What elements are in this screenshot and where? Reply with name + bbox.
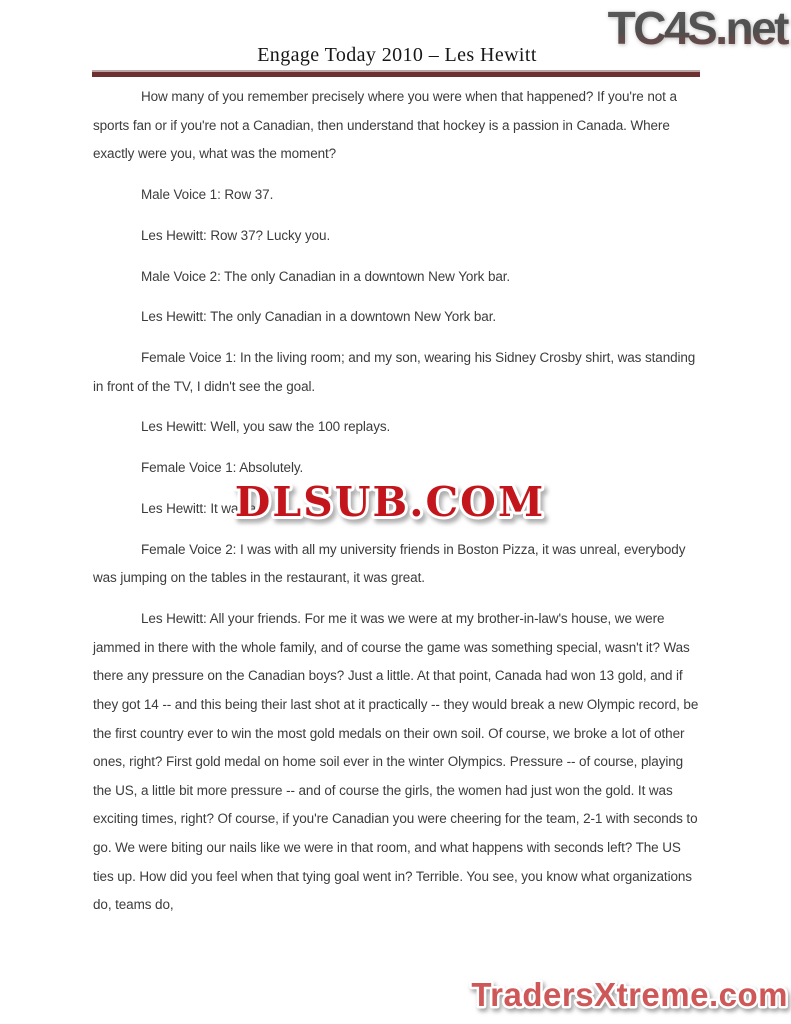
transcript-paragraph: How many of you remember precisely where you were when that happened? If you're not a sports fan or if you're not a Canadian, then understand that hockey is a passion in Canada. Where exactly were you, what was the moment? bbox=[93, 89, 677, 162]
title-divider bbox=[92, 70, 700, 77]
title-divider-dark-line bbox=[92, 72, 700, 77]
tradersxtreme-watermark-text: TradersXtreme.com bbox=[471, 976, 788, 1013]
transcript-paragraph: Les Hewitt: Row 37? Lucky you. bbox=[141, 227, 331, 243]
tc4s-logo-text: TC4S.net bbox=[607, 2, 787, 54]
transcript-paragraph: Male Voice 2: The only Canadian in a downtown New York bar. bbox=[141, 268, 511, 284]
transcript-paragraph: Female Voice 2: I was with all my university friends in Boston Pizza, it was unreal, everybody was jumping on the tables in the restaurant, it was great. bbox=[93, 541, 686, 586]
transcript-paragraph: Les Hewitt: The only Canadian in a downtown New York bar. bbox=[141, 309, 497, 325]
transcript-paragraph: Les Hewitt: It was a bbox=[141, 501, 257, 517]
transcript-paragraph: Les Hewitt: Well, you saw the 100 replays. bbox=[141, 419, 391, 435]
tradersxtreme-watermark bbox=[466, 968, 791, 1024]
dlsub-watermark bbox=[230, 470, 550, 541]
transcript-paragraph: Female Voice 1: Absolutely. bbox=[141, 460, 304, 476]
dlsub-watermark-text: DLSUB.COM bbox=[234, 478, 546, 526]
transcript-paragraph: Les Hewitt: All your friends. For me it was we were at my brother-in-law's house, we were jammed in there with the whole family, and of course the game was something special, wasn't it? Was there any pressure on the Canadian boys? Just a little. At that point, Canada had won 13 gold, and if they got 14 -- and this being their last shot at it practically -- they would break a new Olympic record, be the first country ever to win the most gold medals on their own soil. Of course, we broke a lot of other ones, right? First gold medal on home soil ever in the winter Olympics. Pressure -- of course, playing the US, a little bit more pressure -- and of course the girls, the women had just won the gold. It was exciting times, right? Of course, if you're Canadian you were cheering for the team, 2-1 with seconds to go. We were biting our nails like we were in that room, and what happens with seconds left? The US ties up. How did you feel when that tying goal went in? Terrible. You see, you know what organizations do, teams do, bbox=[93, 611, 699, 913]
page-title: Engage Today 2010 – Les Hewitt bbox=[257, 44, 537, 66]
transcript-paragraph: Male Voice 1: Row 37. bbox=[141, 186, 274, 202]
transcript-paragraph: Female Voice 1: In the living room; and my son, wearing his Sidney Crosby shirt, was standing in front of the TV, I didn't see the goal. bbox=[93, 350, 696, 394]
